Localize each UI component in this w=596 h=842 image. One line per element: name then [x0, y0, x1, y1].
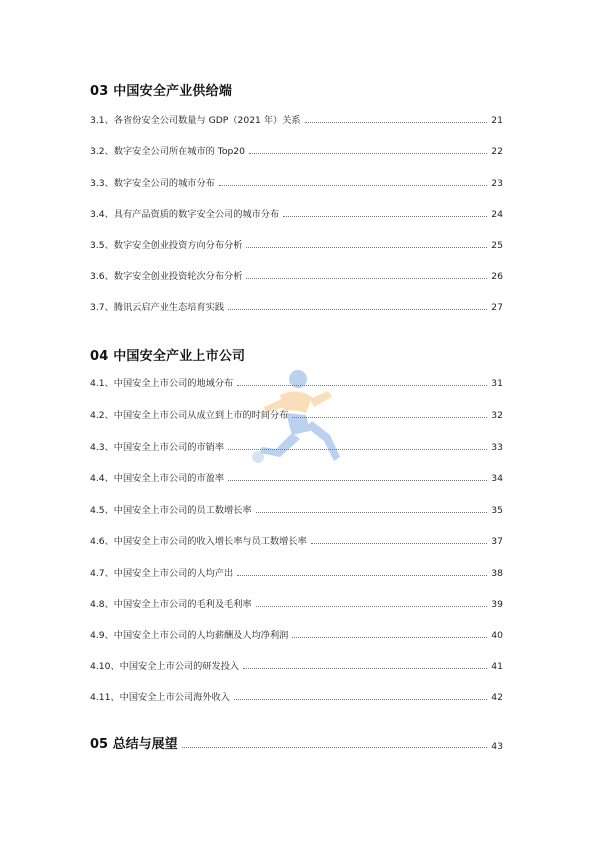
- toc-page-number: 22: [491, 146, 503, 157]
- toc-page-number: 32: [491, 410, 503, 421]
- toc-leader-dots: [228, 309, 487, 310]
- toc-entry-4-6[interactable]: [90, 533, 503, 547]
- toc-entry-label: 4.9、中国安全上市公司的人均薪酬及人均净利润: [90, 630, 289, 641]
- toc-page-number: 39: [491, 599, 503, 610]
- section-title-04: 04 中国安全产业上市公司: [90, 349, 246, 364]
- toc-entry-4-11[interactable]: [90, 689, 503, 703]
- toc-page-number: 33: [491, 442, 503, 453]
- toc-leader-dots: [246, 247, 487, 248]
- running-figure-watermark-icon: [240, 365, 350, 475]
- toc-entry-label: 4.10、中国安全上市公司的研发投入: [90, 661, 240, 672]
- toc-entry-label: 3.2、数字安全公司所在城市的 Top20: [90, 146, 245, 157]
- toc-entry-4-9[interactable]: [90, 627, 503, 641]
- toc-entry-4-8[interactable]: [90, 596, 503, 610]
- toc-page-number: 21: [491, 115, 503, 126]
- toc-page-number: 23: [491, 178, 503, 189]
- toc-entry-3-4[interactable]: [90, 206, 503, 220]
- toc-leader-dots: [249, 153, 487, 154]
- toc-entry-label: 4.1、中国安全上市公司的地域分布: [90, 378, 234, 389]
- toc-entry-3-6[interactable]: [90, 268, 503, 282]
- toc-page-number: 38: [491, 568, 503, 579]
- toc-leader-dots: [237, 575, 487, 576]
- toc-page-number: 37: [491, 536, 503, 547]
- toc-entry-label: 4.8、中国安全上市公司的毛利及毛利率: [90, 599, 252, 610]
- toc-entry-3-5[interactable]: [90, 237, 503, 251]
- toc-entry-label: 3.6、数字安全创业投资轮次分布分析: [90, 271, 243, 282]
- toc-leader-dots: [219, 185, 487, 186]
- toc-leader-dots: [246, 278, 487, 279]
- toc-leader-dots: [182, 747, 488, 748]
- toc-leader-dots: [311, 543, 488, 544]
- toc-entry-label: 4.3、中国安全上市公司的市销率: [90, 442, 225, 453]
- toc-page-number: 40: [491, 630, 503, 641]
- toc-leader-dots: [228, 480, 487, 481]
- toc-entry-label: 4.6、中国安全上市公司的收入增长率与员工数增长率: [90, 536, 307, 547]
- toc-entry-3-2[interactable]: [90, 143, 503, 157]
- toc-entry-label: 4.5、中国安全上市公司的员工数增长率: [90, 505, 252, 516]
- toc-page-number: 24: [491, 209, 503, 220]
- toc-page-number: 42: [491, 692, 503, 703]
- toc-entry-4-7[interactable]: [90, 565, 503, 579]
- toc-entry-label: 4.7、中国安全上市公司的人均产出: [90, 568, 234, 579]
- toc-leader-dots: [292, 637, 487, 638]
- toc-leader-dots: [256, 512, 488, 513]
- toc-entry-label: 4.2、中国安全上市公司从成立到上市的时间分布: [90, 410, 289, 421]
- toc-page-number: 31: [491, 378, 503, 389]
- toc-entry-label: 3.4、具有产品资质的数字安全公司的城市分布: [90, 209, 280, 220]
- toc-entry-4-10[interactable]: [90, 658, 503, 672]
- toc-page-number: 43: [491, 741, 503, 752]
- toc-entry-label: 4.11、中国安全上市公司海外收入: [90, 692, 230, 703]
- toc-entry-label: 3.7、腾讯云启产业生态培育实践: [90, 302, 225, 313]
- toc-entry-3-1[interactable]: [90, 112, 503, 126]
- toc-leader-dots: [283, 216, 487, 217]
- toc-page-number: 41: [491, 661, 503, 672]
- toc-entry-3-3[interactable]: [90, 175, 503, 189]
- toc-page-number: 25: [491, 240, 503, 251]
- toc-page-number: 35: [491, 505, 503, 516]
- toc-page-number: 34: [491, 473, 503, 484]
- toc-entry-label: 3.1、各省份安全公司数量与 GDP（2021 年）关系: [90, 115, 301, 126]
- toc-entry-3-7[interactable]: [90, 299, 503, 313]
- toc-entry-4-5[interactable]: [90, 502, 503, 516]
- toc-entry-label: 3.3、数字安全公司的城市分布: [90, 178, 215, 189]
- toc-page-number: 27: [491, 302, 503, 313]
- section-title-03: 03 中国安全产业供给端: [90, 84, 233, 99]
- toc-page-number: 26: [491, 271, 503, 282]
- toc-leader-dots: [243, 668, 487, 669]
- toc-entry-label: 4.4、中国安全上市公司的市盈率: [90, 473, 225, 484]
- toc-leader-dots: [234, 699, 487, 700]
- toc-entry-05[interactable]: [90, 734, 503, 752]
- section-title-05: 05 总结与展望: [90, 737, 178, 752]
- toc-leader-dots: [305, 122, 488, 123]
- toc-leader-dots: [256, 606, 488, 607]
- toc-entry-label: 3.5、数字安全创业投资方向分布分析: [90, 240, 243, 251]
